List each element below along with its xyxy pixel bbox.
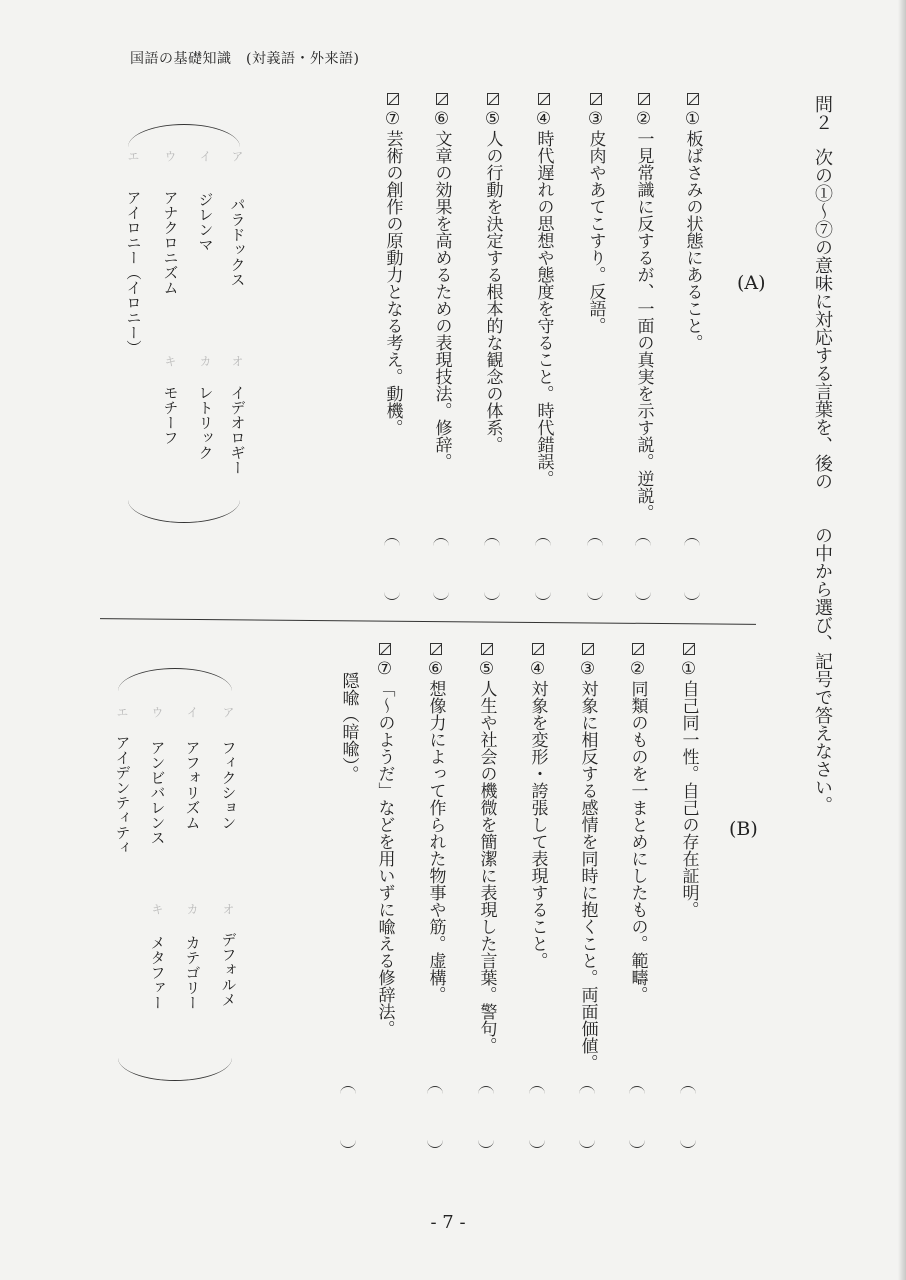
answer-bracket	[629, 1086, 645, 1148]
item-number: ⑤	[476, 659, 497, 679]
choice-word: アイデンティティ	[113, 735, 132, 855]
checked-box-icon	[683, 643, 695, 655]
scan-edge-shadow	[898, 0, 906, 1280]
section-b-label: (B)	[729, 818, 758, 840]
choice-letter: オ	[230, 355, 244, 367]
page-number: - 7 -	[430, 1212, 466, 1233]
answer-bracket	[433, 538, 449, 600]
item-text-continuation: 隠喩（暗喩）。	[338, 672, 359, 783]
choice-word: メタファー	[148, 935, 167, 1010]
choice-letter: エ	[126, 150, 140, 162]
definition-item	[587, 93, 604, 334]
checked-box-icon	[387, 93, 399, 105]
checked-box-icon	[430, 643, 442, 655]
definition-item	[427, 643, 444, 1003]
answer-bracket	[635, 538, 651, 600]
answer-bracket	[529, 1086, 545, 1148]
item-text: 皮肉やあてこすり。反語。	[585, 130, 606, 334]
choice-letter: ア	[221, 706, 235, 718]
choice-letter: イ	[198, 150, 212, 162]
answer-bracket	[340, 1086, 356, 1148]
item-number: ⑤	[482, 109, 503, 129]
answer-bracket	[484, 538, 500, 600]
question-text: 次の①〜⑦の意味に対応する言葉を、後の の中から選び、記号で答えなさい。	[812, 148, 833, 814]
item-text: 対象を変形・誇張して表現すること。	[527, 680, 548, 969]
item-number: ⑦	[382, 109, 403, 129]
choice-word: アナクロニズム	[161, 190, 180, 295]
choice-word: イデオロギー	[228, 385, 247, 475]
choice-word: アンビバレンス	[148, 740, 167, 845]
answer-bracket	[478, 1086, 494, 1148]
answer-bracket	[587, 538, 603, 600]
item-number: ①	[682, 109, 703, 129]
item-number: ④	[527, 659, 548, 679]
word-bank-bracket-bottom	[118, 1058, 232, 1081]
choice-word: カテゴリー	[183, 935, 202, 1010]
item-text: 文章の効果を高めるための表現技法。修辞。	[431, 130, 452, 470]
choice-letter: キ	[163, 355, 177, 367]
section-divider	[100, 618, 756, 625]
item-text: 人の行動を決定する根本的な観念の体系。	[482, 130, 503, 453]
answer-bracket	[384, 538, 400, 600]
choice-letter: ウ	[150, 706, 164, 718]
choice-word: アフォリズム	[183, 740, 202, 830]
item-number: ①	[678, 659, 699, 679]
definition-item	[478, 643, 495, 1054]
item-text: 対象に相反する感情を同時に抱くこと。両面価値。	[577, 680, 598, 1071]
definition-item	[629, 643, 646, 1003]
choice-letter: イ	[185, 706, 199, 718]
choice-word: フィクション	[219, 740, 238, 830]
definition-item	[535, 93, 552, 487]
item-number: ②	[627, 659, 648, 679]
item-text: 想像力によって作られた物事や筋。虚構。	[425, 680, 446, 1003]
question-number: 問２	[812, 95, 833, 131]
checked-box-icon	[582, 643, 594, 655]
definition-item	[635, 93, 652, 521]
answer-bracket	[579, 1086, 595, 1148]
checked-box-icon	[487, 93, 499, 105]
choice-word: アイロニー（イロニー）	[124, 190, 143, 355]
item-number: ②	[633, 109, 654, 129]
choice-letter: キ	[150, 903, 164, 915]
definition-item	[376, 643, 393, 1037]
definition-item	[529, 643, 546, 969]
definition-item	[433, 93, 450, 470]
item-number: ⑥	[431, 109, 452, 129]
checked-box-icon	[590, 93, 602, 105]
item-number: ③	[585, 109, 606, 129]
answer-bracket	[684, 538, 700, 600]
word-bank-bracket-top	[118, 668, 232, 691]
checked-box-icon	[481, 643, 493, 655]
choice-word: レトリック	[196, 385, 215, 460]
choice-word: モチーフ	[161, 385, 180, 445]
item-text: 自己同一性。自己の存在証明。	[678, 680, 699, 918]
answer-bracket	[535, 538, 551, 600]
definition-item	[684, 93, 701, 351]
definition-item	[680, 643, 697, 918]
item-number: ③	[577, 659, 598, 679]
word-bank-bracket-bottom	[128, 500, 240, 523]
choice-letter: エ	[115, 706, 129, 718]
item-text: 同類のものを一まとめにしたもの。範疇。	[627, 680, 648, 1003]
page-header: 国語の基礎知識 (対義語・外来語)	[130, 51, 360, 67]
choice-letter: カ	[185, 903, 199, 915]
choice-letter: オ	[221, 903, 235, 915]
item-text: 一見常識に反するが、一面の真実を示す説。逆説。	[633, 130, 654, 521]
item-text: 板ばさみの状態にあること。	[682, 130, 703, 351]
item-text: 芸術の創作の原動力となる考え。動機。	[382, 130, 403, 436]
checked-box-icon	[687, 93, 699, 105]
definition-item	[579, 643, 596, 1071]
definition-item	[384, 93, 401, 436]
checked-box-icon	[538, 93, 550, 105]
checked-box-icon	[638, 93, 650, 105]
choice-word: ジレンマ	[196, 192, 215, 252]
choice-letter: カ	[198, 355, 212, 367]
checked-box-icon	[632, 643, 644, 655]
checked-box-icon	[379, 643, 391, 655]
word-bank-bracket-top	[128, 124, 240, 147]
item-text: 人生や社会の機微を簡潔に表現した言葉。警句。	[476, 680, 497, 1054]
item-text: 「〜のようだ」などを用いずに喩える修辞法。	[374, 680, 395, 1037]
item-number: ⑦	[374, 659, 395, 679]
item-number: ④	[533, 109, 554, 129]
choice-word: デフォルメ	[219, 932, 238, 1007]
item-number: ⑥	[425, 659, 446, 679]
choice-letter: ウ	[163, 150, 177, 162]
checked-box-icon	[436, 93, 448, 105]
answer-bracket	[427, 1086, 443, 1148]
checked-box-icon	[532, 643, 544, 655]
section-a-label: (A)	[737, 272, 766, 294]
choice-letter: ア	[230, 150, 244, 162]
choice-word: パラドックス	[228, 197, 247, 287]
item-text: 時代遅れの思想や態度を守ること。時代錯誤。	[533, 130, 554, 487]
definition-item	[484, 93, 501, 453]
answer-bracket	[680, 1086, 696, 1148]
